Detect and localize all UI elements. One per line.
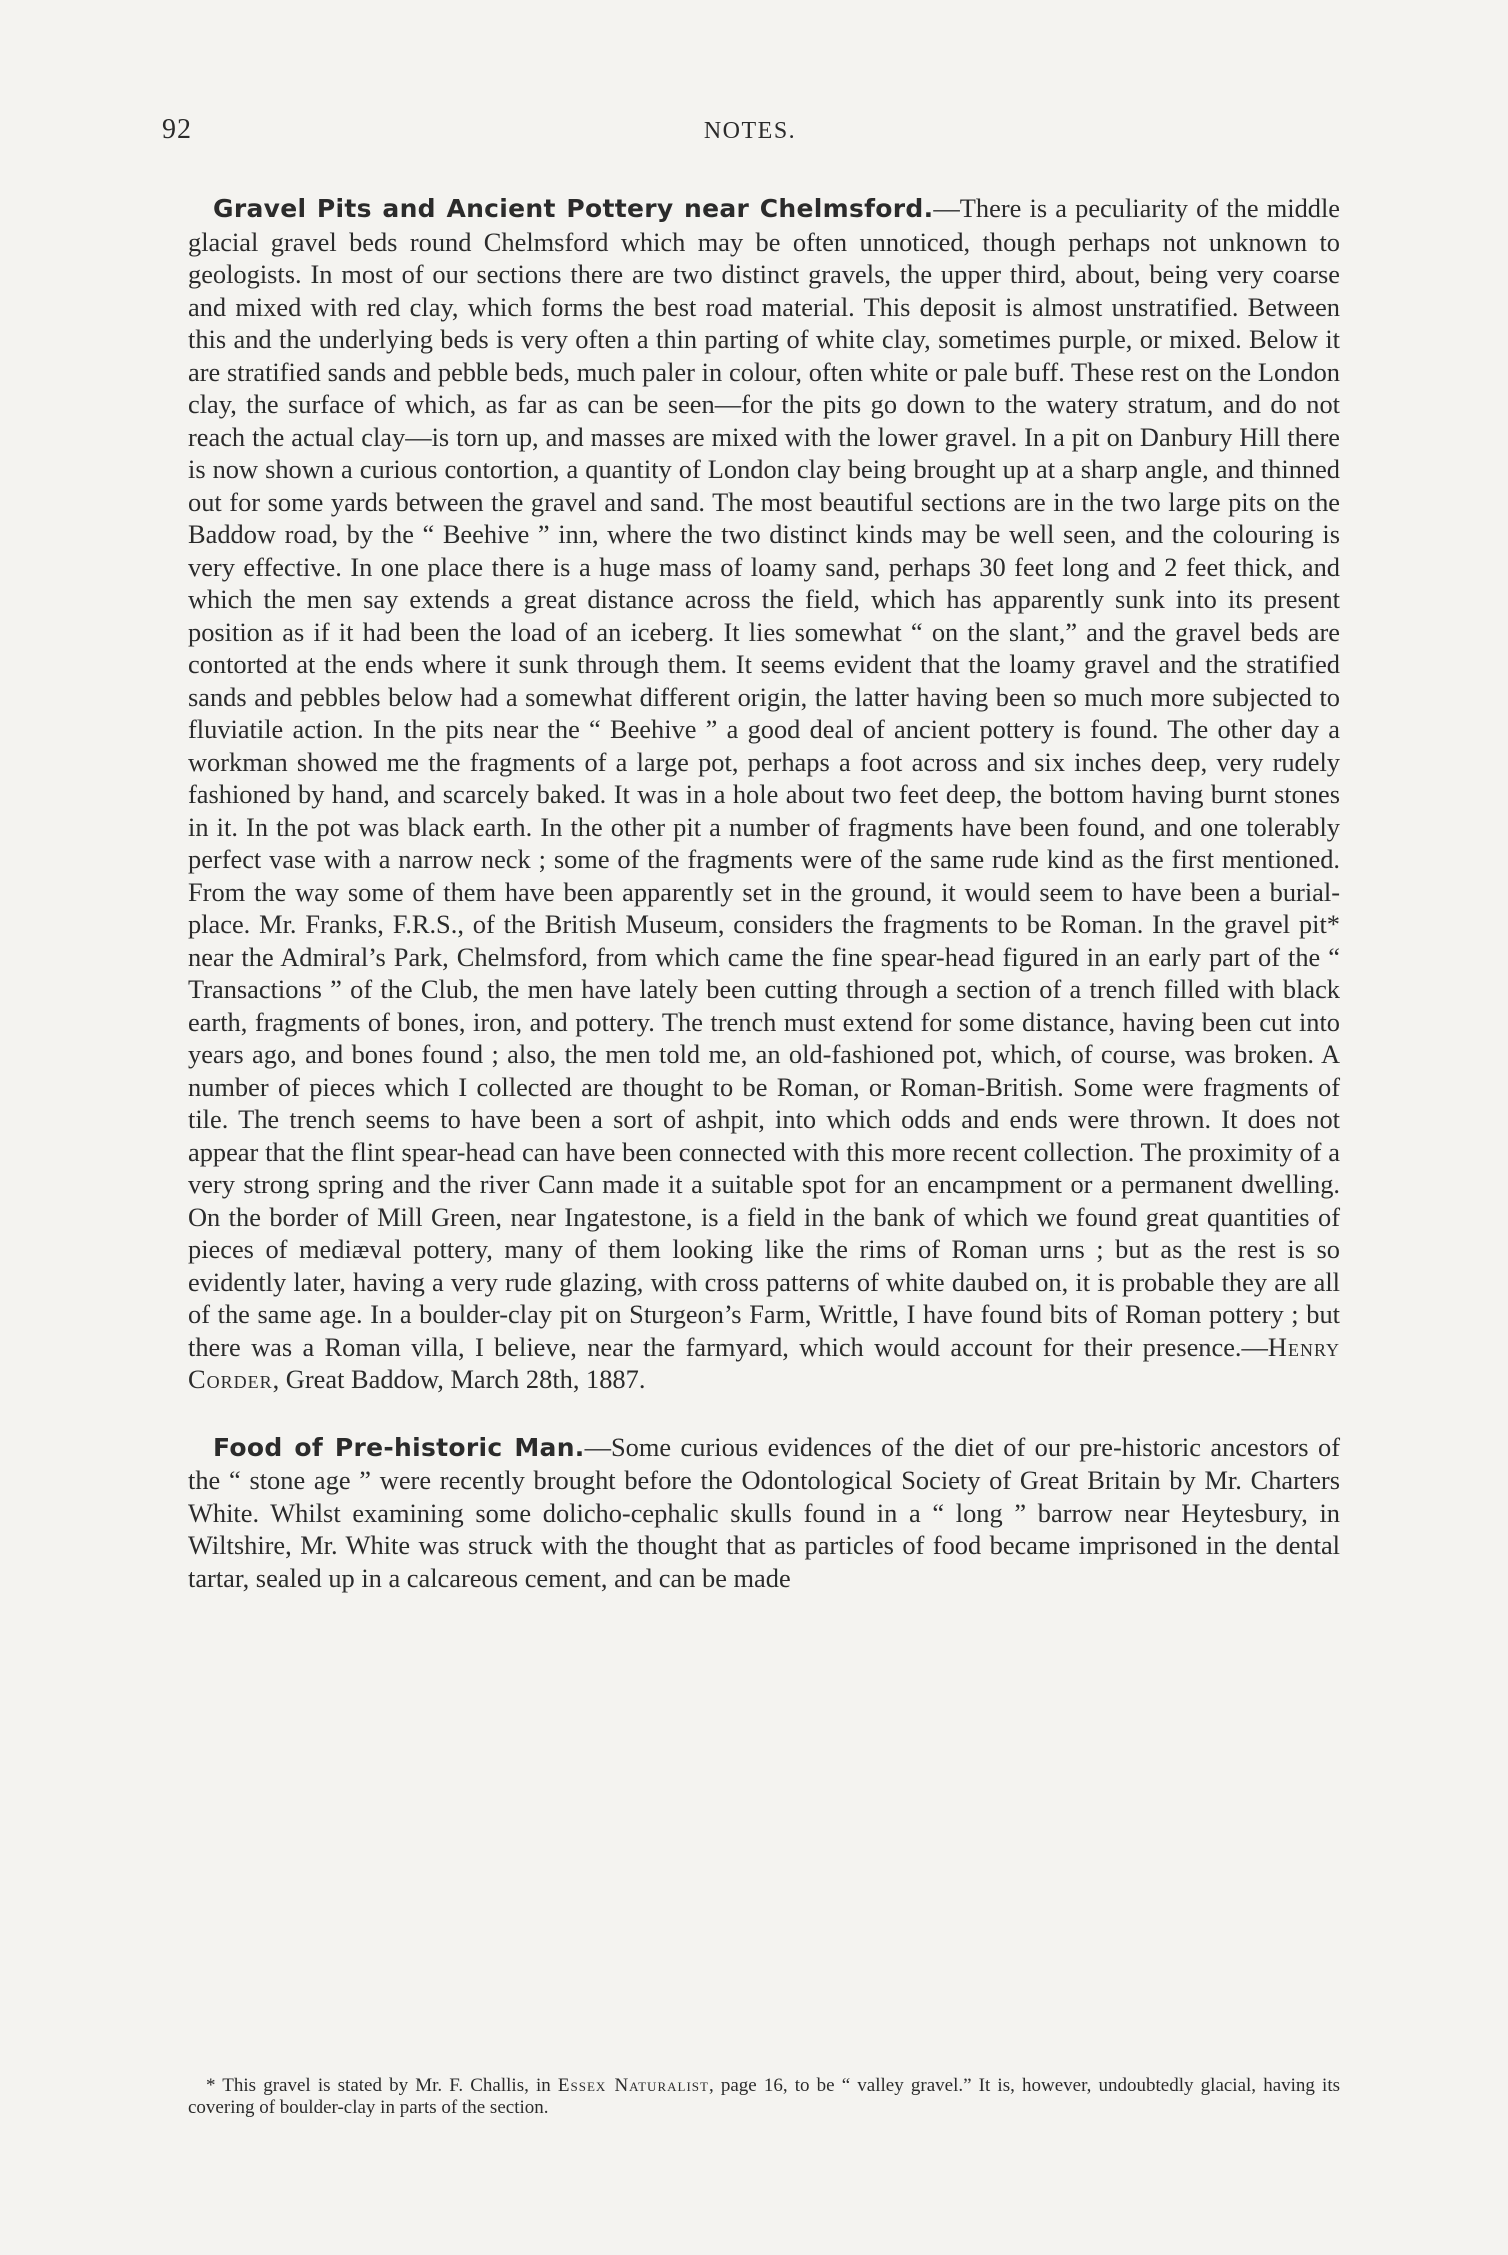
article-heading: Food of Pre-historic Man.: [213, 1432, 585, 1462]
article-closing: , Great Baddow, March 28th, 1887.: [272, 1364, 646, 1394]
article-author: Henry Corder: [188, 1331, 1340, 1394]
footnote-text-start: * This gravel is stated by Mr. F. Challis, in: [206, 2075, 558, 2096]
running-title: NOTES.: [703, 118, 797, 144]
footnote-journal-name: Essex Naturalist: [557, 2075, 709, 2096]
footnote-text-end: , page 16, to be “ valley gravel.” It is, however, undoubtedly glacial, having its covering of boulder-clay in parts of the section.: [188, 2075, 1340, 2118]
body-text: [188, 192, 1340, 1594]
article-body: —Some curious evidences of the diet of our pre-historic ancestors of the “ stone age ” were recently brought before the Odontological Society of Great Britain by Mr. Charters White. Whilst examining some dolicho-cephalic skulls found in a “ long ” barrow near Heytesbury, in Wiltshire, Mr. White was struck with the thought that as particles of food became imprisoned in the dental tartar, sealed up in a calcareous cement, and can be made: [188, 1431, 1340, 1593]
article-food-prehistoric-man: [188, 1431, 1340, 1595]
article-body: —There is a peculiarity of the middle glacial gravel beds round Chelmsford which may be often unnoticed, though perhaps not unknown to geologists. In most of our sections there are two distinct gravels, the upper third, about, being very coarse and mixed with red clay, which forms the best road material. This deposit is almost unstratified. Between this and the underlying beds is very often a thin parting of white clay, sometimes purple, or mixed. Below it are stratified sands and pebble beds, much paler in colour, often white or pale buff. These rest on the London clay, the surface of which, as far as can be seen—for the pits go down to the watery stratum, and do not reach the actual clay—is torn up, and masses are mixed with the lower gravel. In a pit on Danbury Hill there is now shown a curious contortion, a quantity of London clay being brought up at a sharp angle, and thinned out for some yards between the gravel and sand. The most beautiful sections are in the two large pits on the Baddow road, by the “ Beehive ” inn, where the two distinct kinds may be well seen, and the colouring is very effective. In one place there is a huge mass of loamy sand, perhaps 30 feet long and 2 feet thick, and which the men say extends a great distance across the field, which has apparently sunk into its present position as if it had been the load of an iceberg. It lies somewhat “ on the slant,” and the gravel beds are contorted at the ends where it sunk through them. It seems evident that the loamy gravel and the stratified sands and pebbles below had a somewhat different origin, the latter having been so much more subjected to fluviatile action. In the pits near the “ Beehive ” a good deal of ancient pottery is found. The other day a workman showed me the fragments of a large pot, perhaps a foot across and six inches deep, very rudely fashioned by hand, and scarcely baked. It was in a hole about two feet deep, the bottom having burnt stones in it. In the pot was black earth. In the other pit a number of fragments have been found, and one tolerably perfect vase with a narrow neck ; some of the fragments were of the same rude kind as the first mentioned. From the way some of them have been apparently set in the ground, it would seem to have been a burial-place. Mr. Franks, F.R.S., of the British Museum, considers the fragments to be Roman. In the gravel pit* near the Admiral’s Park, Chelmsford, from which came the fine spear-head figured in an early part of the “ Transactions ” of the Club, the men have lately been cutting through a section of a trench filled with black earth, fragments of bones, iron, and pottery. The trench must extend for some distance, having been cut into years ago, and bones found ; also, the men told me, an old-fashioned pot, which, of course, was broken. A number of pieces which I collected are thought to be Roman, or Roman-British. Some were fragments of tile. The trench seems to have been a sort of ashpit, into which odds and ends were thrown. It does not appear that the flint spear-head can have been connected with this more recent collection. The proximity of a very strong spring and the river Cann made it a suitable spot for an encampment or a permanent dwelling. On the border of Mill Green, near Ingatestone, is a field in the bank of which we found great quantities of pieces of mediæval pottery, many of them looking like the rims of Roman urns ; but as the rest is so evidently later, having a very rude glazing, with cross patterns of white daubed on, it is probable they are all of the same age. In a boulder-clay pit on Sturgeon’s Farm, Writtle, I have found bits of Roman pottery ; but there was a Roman villa, I believe, near the farmyard, which would account for their presence.—: [188, 193, 1340, 1362]
footnote: [188, 2075, 1340, 2118]
running-head: [160, 112, 1340, 152]
article-gravel-pits: [188, 192, 1340, 1396]
article-heading: Gravel Pits and Ancient Pottery near Chelmsford.: [213, 194, 934, 223]
page-number: 92: [162, 114, 192, 145]
